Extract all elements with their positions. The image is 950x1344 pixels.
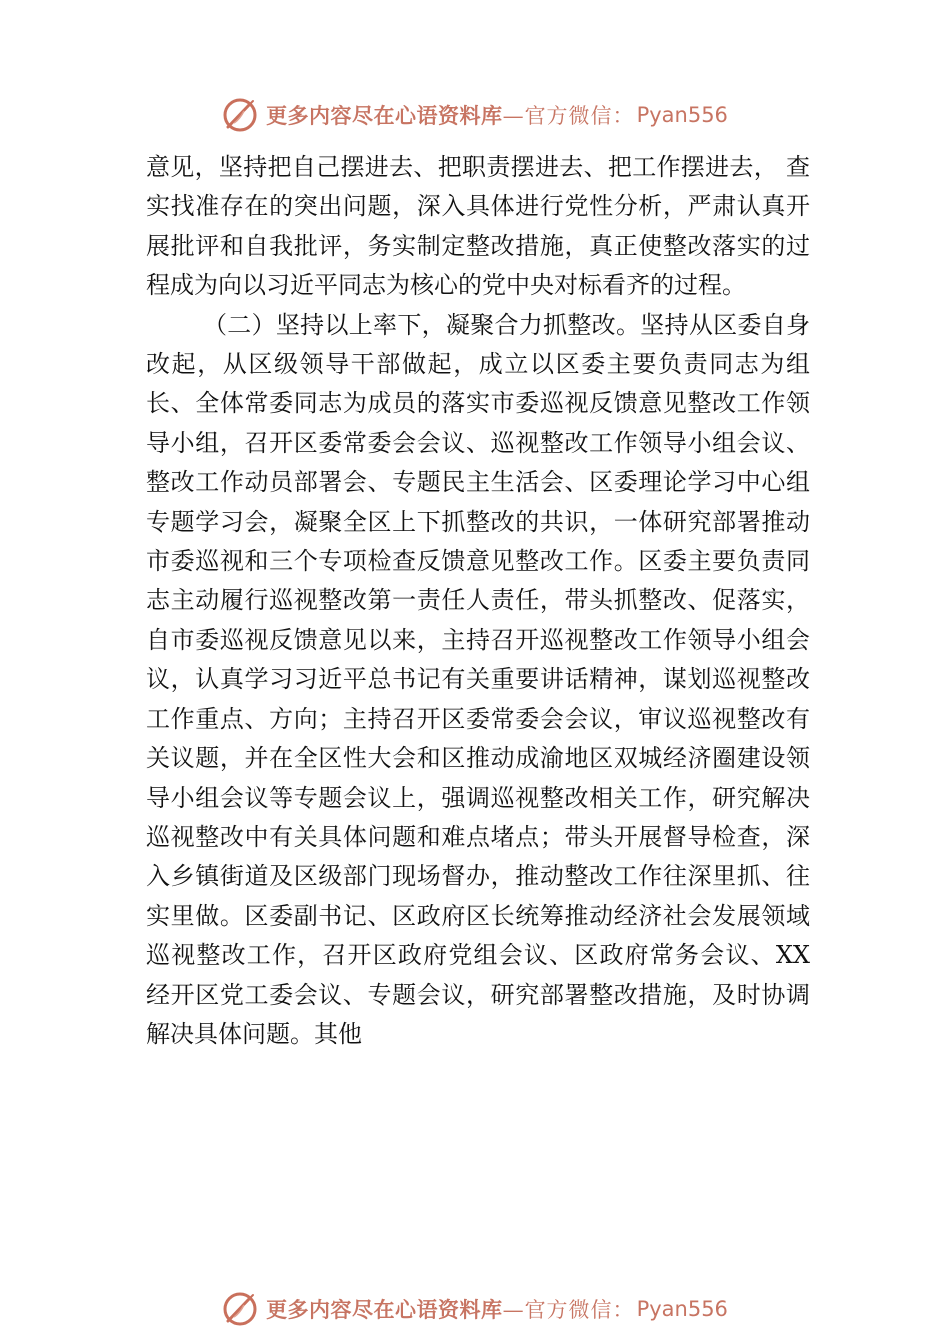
paragraph-1: 意见，坚持把自己摆进去、把职责摆进去、把工作摆进去， 查实找准存在的突出问题，深入具体进行党性分析，严肃认真开展批评和自我批评，务实制定整改措施，真正使整改落实的过程成为向以习近平同志为核心的党中央对标看齐的过程。 [146, 153, 810, 300]
footer-banner [0, 1286, 950, 1332]
banner-wechat-label: —官方微信： [502, 1298, 635, 1322]
pen-circle-logo-icon [222, 1291, 258, 1327]
banner-wechat-id: Pyan556 [636, 103, 728, 127]
header-banner [0, 92, 950, 138]
banner-title: 更多内容尽在心语资料库 [266, 1297, 503, 1322]
banner-title: 更多内容尽在心语资料库 [266, 103, 503, 128]
banner-wechat-label: —官方微信： [502, 104, 635, 128]
document-body [146, 148, 810, 1054]
paragraph-2: （二）坚持以上率下，凝聚合力抓整改。坚持从区委自身改起，从区级领导干部做起，成立以区委主要负责同志为组长、全体常委同志为成员的落实市委巡视反馈意见整改工作领导小组，召开区委常委会会议、巡视整改工作领导小组会议、整改工作动员部署会、专题民主生活会、区委理论学习中心组专题学习会，凝聚全区上下抓整改的共识，一体研究部署推动市委巡视和三个专项检查反馈意见整改工作。区委主要负责同志主动履行巡视整改第一责任人责任，带头抓整改、促落实，自市委巡视反馈意见以来，主持召开巡视整改工作领导小组会议，认真学习习近平总书记有关重要讲话精神，谋划巡视整改工作重点、方向；主持召开区委常委会会议，审议巡视整改有关议题，并在全区性大会和区推动成渝地区双城经济圈建设领导小组会议等专题会议上，强调巡视整改相关工作，研究解决巡视整改中有关具体问题和难点堵点；带头开展督导检查，深入乡镇街道及区级部门现场督办，推动整改工作往深里抓、往实里做。区委副书记、区政府区长统筹推动经济社会发展领域巡视整改工作，召开区政府党组会议、区政府常务会议、XX 经开区党工委会议、专题会议，研究部署整改措施，及时协调解决具体问题。其他 [146, 310, 810, 1048]
banner-wechat-id: Pyan556 [636, 1297, 728, 1321]
pen-circle-logo-icon [222, 97, 258, 133]
